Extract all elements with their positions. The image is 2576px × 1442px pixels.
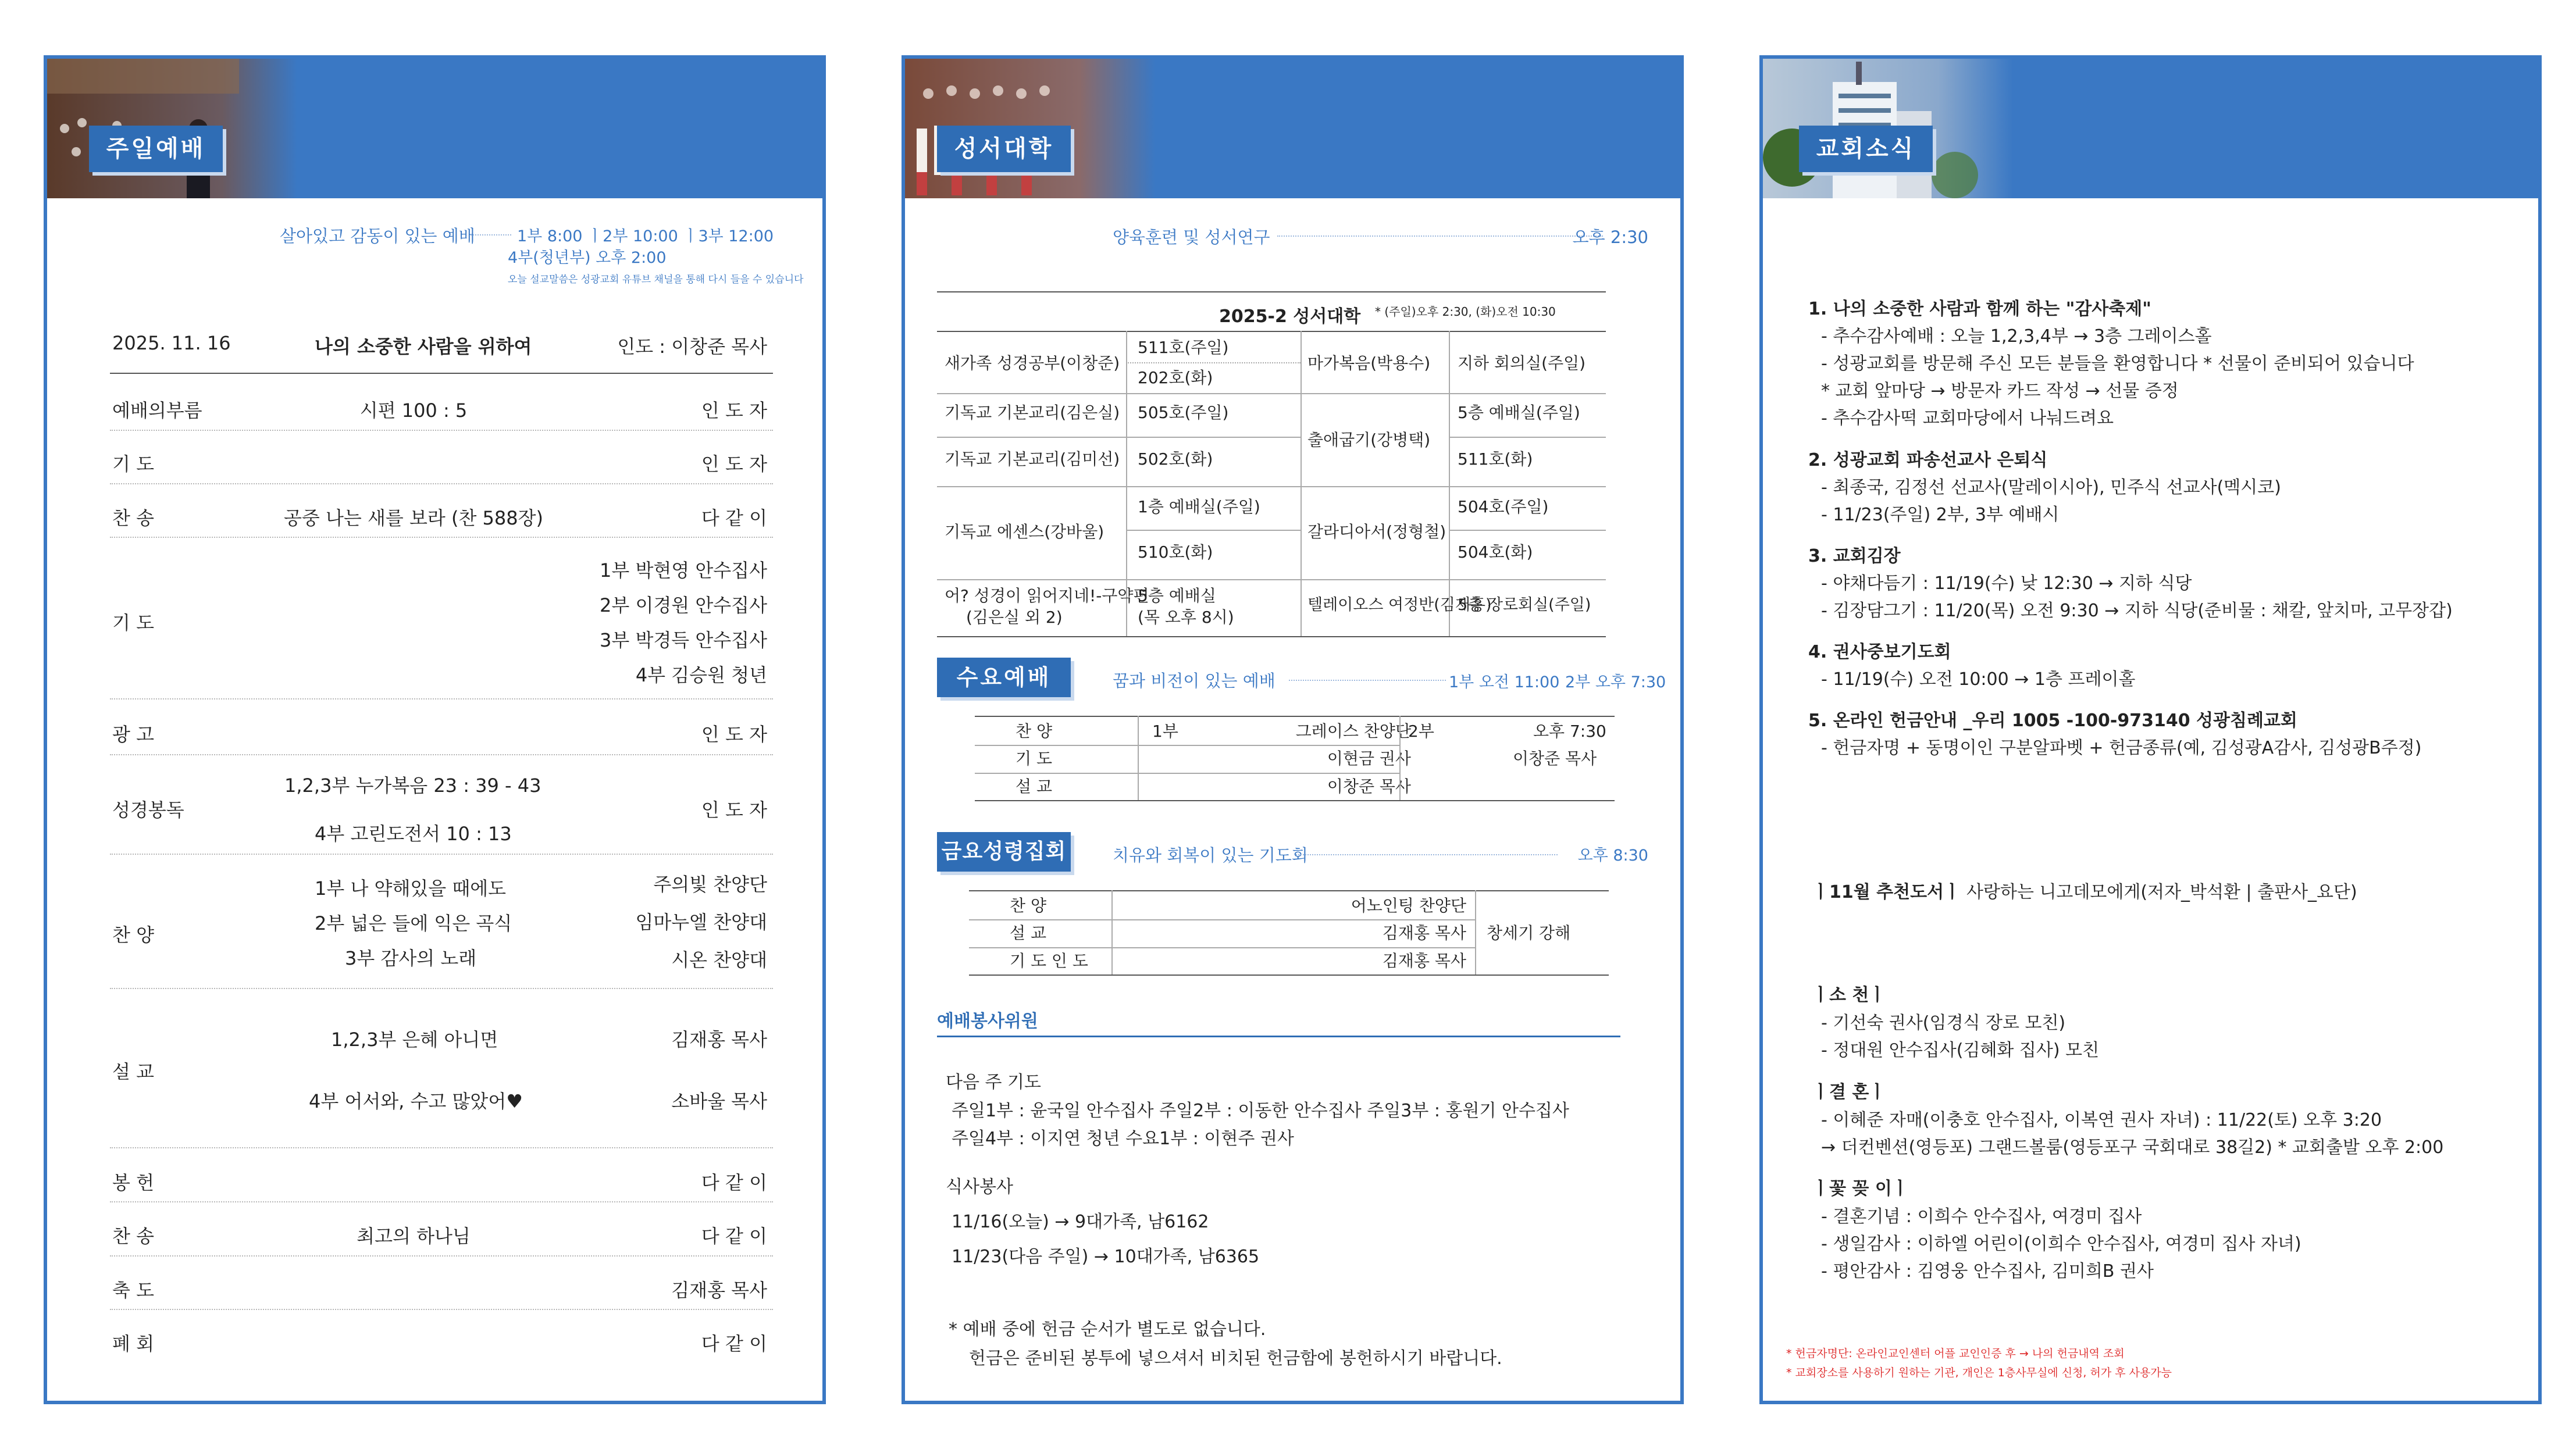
course-room: 511호(주일)	[1138, 338, 1229, 357]
prayer-3: 3부 박경득 안수집사	[600, 629, 767, 651]
wed-time: 오후 7:30	[1533, 722, 1606, 741]
news-5-title: 5. 온라인 헌금안내 _우리 1005 -100-973140 성광침례교회	[1808, 711, 2297, 731]
order-label: 설 교	[112, 1061, 154, 1083]
order-label: 폐 회	[112, 1333, 154, 1355]
wedding-item: → 더컨벤션(영등포) 그랜드볼룸(영등포구 국회대로 38길2) * 교회출발 오후 2:00	[1821, 1137, 2444, 1158]
course-room: (목 오후 8시)	[1138, 608, 1234, 627]
order-label: 예배의부름	[112, 399, 202, 422]
news-1-item: - 추수감사예배 : 오늘 1,2,3,4부 → 3층 그레이스홀	[1821, 326, 2212, 347]
order-label: 기 도	[112, 612, 154, 634]
reading-2: 4부 고린도전서 10 : 13	[315, 823, 512, 845]
preacher-1: 김재홍 목사	[671, 1029, 767, 1051]
reading-1: 1,2,3부 누가복음 23 : 39 - 43	[284, 774, 541, 797]
wed-person-2: 이창준 목사	[1513, 749, 1597, 768]
course-room: 511호(화)	[1458, 449, 1533, 469]
order-label: 축 도	[112, 1279, 154, 1301]
news-2-item: - 최종국, 김정선 선교사(말레이시아), 민주식 선교사(멕시코)	[1821, 477, 2281, 498]
prayer-4: 4부 김승원 청년	[635, 664, 767, 686]
order-content: 최고의 하나님	[357, 1225, 471, 1247]
course-name: 마가복음(박용수)	[1307, 354, 1431, 373]
choir-1: 주의빛 찬양단	[653, 873, 767, 895]
order-person: 다 같 이	[701, 1172, 767, 1194]
news-2-title: 2. 성광교회 파송선교사 은퇴식	[1808, 450, 2048, 470]
section-subtitle: 양육훈련 및 성서연구	[1113, 227, 1270, 247]
service-times: 1부 8:00 ㅣ2부 10:00 ㅣ3부 12:00	[517, 227, 774, 245]
order-person: 다 같 이	[701, 507, 767, 529]
course-room: 5층 예배실	[1138, 586, 1216, 605]
wed-time-1: 1부 오전 11:00	[1449, 673, 1560, 691]
sermon-1: 1,2,3부 은혜 아니면	[331, 1029, 498, 1051]
order-label: 봉 헌	[112, 1172, 154, 1194]
wedding-item: - 이혜준 자매(이충호 안수집사, 이복연 권사 자녀) : 11/22(토) 오후 3:20	[1821, 1110, 2382, 1130]
order-person: 인 도 자	[701, 399, 767, 422]
worship-date: 2025. 11. 16	[112, 332, 231, 354]
order-content: 시편 100 : 5	[359, 399, 468, 422]
fri-person: 어노인팅 찬양단	[1351, 896, 1466, 915]
course-teacher: (김은실 외 2)	[966, 608, 1063, 627]
course-name: 기독교 기본교리(김은실)	[945, 403, 1120, 422]
church-news-panel	[1759, 55, 2542, 1404]
fri-label: 기 도 인 도	[1010, 951, 1088, 970]
fri-person: 김재홍 목사	[1382, 923, 1466, 943]
course-name: 기독교 기본교리(김미선)	[945, 449, 1120, 469]
prayer-2: 2부 이경원 안수집사	[600, 594, 767, 616]
flower-item: - 평안감사 : 김영웅 안수집사, 김미희B 권사	[1821, 1261, 2154, 1282]
news-3-item: - 김장담그기 : 11/20(목) 오전 9:30 → 지하 식당(준비물 : 채칼, 앞치마, 고무장갑)	[1821, 601, 2453, 621]
worship-panel	[44, 55, 826, 1404]
next-prayer-line2: 주일4부 : 이지연 청년 수요1부 : 이현주 권사	[952, 1129, 1294, 1149]
wed-person: 그레이스 찬양단	[1295, 722, 1411, 741]
course-room: 1층 예배실(주일)	[1138, 497, 1260, 516]
flower-title: ㅣ꽃 꽂 이ㅣ	[1812, 1179, 1909, 1199]
praise-2: 2부 넓은 들에 익은 곡식	[315, 912, 512, 934]
book-label: ㅣ11월 추천도서ㅣ	[1812, 882, 1961, 902]
prayer-1: 1부 박현영 안수집사	[600, 559, 767, 581]
fri-label: 찬 양	[1010, 896, 1046, 915]
flower-item: - 생일감사 : 이하엘 어린이(이희수 안수집사, 여경미 집사 자녀)	[1821, 1234, 2301, 1254]
wedding-title: ㅣ결 혼ㅣ	[1812, 1082, 1886, 1102]
next-prayer-line1: 주일1부 : 윤국일 안수집사 주일2부 : 이동한 안수집사 주일3부 : 홍원기 안수집사	[952, 1101, 1569, 1121]
next-prayer-title: 다음 주 기도	[946, 1072, 1041, 1093]
bible-time: 오후 2:30	[1572, 227, 1648, 247]
course-name: 갈라디아서(정형철)	[1307, 522, 1446, 541]
fri-label: 설 교	[1010, 923, 1046, 943]
funeral-title: ㅣ소 천ㅣ	[1812, 985, 1886, 1005]
section-tab-sunday: 주일예배	[89, 126, 223, 172]
news-1-item: * 교회 앞마당 → 방문자 카드 작성 → 선물 증정	[1821, 381, 2179, 401]
committee-title: 예배봉사위원	[937, 1011, 1038, 1031]
course-room: 504호(주일)	[1458, 497, 1549, 516]
news-3-title: 3. 교회김장	[1808, 546, 1901, 566]
course-room: 510호(화)	[1138, 542, 1213, 562]
order-person: 다 같 이	[701, 1333, 767, 1355]
section-tab-bible: 성서대학	[937, 126, 1071, 172]
news-1-item: - 추수감사떡 교회마당에서 나눠드려요	[1821, 408, 2114, 429]
worship-theme: 나의 소중한 사람을 위하여	[315, 335, 532, 358]
meal-title: 식사봉사	[946, 1177, 1013, 1197]
meal-line2: 11/23(다음 주일) → 10대가족, 남6365	[952, 1247, 1260, 1267]
section-tab-wednesday: 수요예배	[937, 658, 1071, 697]
order-person: 김재홍 목사	[671, 1279, 767, 1301]
wed-time-2: 2부 오후 7:30	[1565, 673, 1666, 691]
section-subtitle: 살아있고 감동이 있는 예배	[280, 226, 475, 246]
order-label: 찬 송	[112, 507, 154, 529]
fri-person: 김재홍 목사	[1382, 951, 1466, 970]
flower-item: - 결혼기념 : 이희수 안수집사, 여경미 집사	[1821, 1207, 2142, 1227]
book-title: 사랑하는 니고데모에게(저자_박석환 | 출판사_요단)	[1966, 882, 2357, 902]
news-1-title: 1. 나의 소중한 사람과 함께 하는 "감사축제"	[1808, 299, 2151, 319]
choir-2: 임마누엘 찬양대	[635, 911, 767, 933]
youtube-note: 오늘 설교말씀은 성광교회 유튜브 채널을 통해 다시 들을 수 있습니다	[508, 274, 804, 285]
wed-label: 찬 양	[1016, 722, 1052, 741]
fri-series: 창세기 강해	[1487, 923, 1571, 943]
order-label: 성경봉독	[112, 799, 184, 821]
course-name: 새가족 성경공부(이창준)	[945, 354, 1120, 373]
course-name: 출애굽기(강병택)	[1307, 430, 1431, 449]
course-room: 502호(화)	[1138, 449, 1213, 469]
news-4-item: - 11/19(수) 오전 10:00 → 1층 프레이홀	[1821, 669, 2136, 690]
course-room: 5층 예배실(주일)	[1458, 403, 1580, 422]
offering-footnote: * 헌금자명단: 온라인교인센터 어플 교인인증 후 → 나의 헌금내역 조회	[1786, 1347, 2125, 1360]
section-tab-news: 교회소식	[1799, 126, 1933, 172]
course-room: 504호(화)	[1458, 542, 1533, 562]
order-person: 인 도 자	[701, 453, 767, 475]
bible-college-panel	[902, 55, 1684, 1404]
news-1-item: - 성광교회를 방문해 주신 모든 분들을 환영합니다 * 선물이 준비되어 있습니다	[1821, 354, 2414, 374]
order-label: 기 도	[112, 453, 154, 475]
order-label: 찬 송	[112, 1225, 154, 1247]
course-room: 202호(화)	[1138, 368, 1213, 387]
order-person: 인 도 자	[701, 799, 767, 821]
section-tab-friday: 금요성령집회	[937, 832, 1071, 872]
meal-line1: 11/16(오늘) → 9대가족, 남6162	[952, 1212, 1209, 1232]
choir-3: 시온 찬양대	[671, 949, 767, 971]
preacher-2: 소바울 목사	[671, 1090, 767, 1112]
table-note: * (주일)오후 2:30, (화)오전 10:30	[1375, 305, 1556, 319]
order-content: 공중 나는 새를 보라 (찬 588장)	[283, 507, 544, 529]
funeral-item: - 정대원 안수집사(김혜화 집사) 모친	[1821, 1040, 2100, 1061]
offering-note: * 예배 중에 헌금 순서가 별도로 없습니다.	[949, 1319, 1266, 1340]
news-3-item: - 야채다듬기 : 11/19(수) 낮 12:30 → 지하 식당	[1821, 573, 2192, 594]
course-room: 지하 회의실(주일)	[1458, 354, 1586, 373]
wed-part: 1부	[1152, 722, 1178, 741]
order-person: 다 같 이	[701, 1225, 767, 1247]
praise-3: 3부 감사의 노래	[345, 947, 477, 969]
course-name: 기독교 에센스(강바울)	[945, 522, 1104, 541]
wed-person: 이현금 권사	[1327, 749, 1411, 768]
news-4-title: 4. 권사중보기도회	[1808, 642, 1951, 662]
course-name: 어? 성경이 읽어지네!-구약편	[945, 586, 1149, 605]
funeral-item: - 기선숙 권사(임경식 장로 모친)	[1821, 1013, 2066, 1033]
sermon-2: 4부 어서와, 수고 많았어♥	[309, 1090, 523, 1112]
table-title: 2025-2 성서대학	[1219, 306, 1361, 327]
news-5-item: - 헌금자명 + 동명이인 구분알파벳 + 헌금종류(예, 김성광A감사, 김성광B주정)	[1821, 738, 2422, 758]
order-label: 찬 양	[112, 924, 154, 946]
room-footnote: * 교회장소를 사용하기 원하는 기관, 개인은 1층사무실에 신청, 허가 후 사용가능	[1786, 1366, 2172, 1379]
order-label: 광 고	[112, 723, 154, 745]
wed-label: 기 도	[1016, 749, 1052, 768]
worship-leader: 인도 : 이창준 목사	[617, 335, 767, 358]
fri-time: 오후 8:30	[1577, 847, 1648, 865]
wed-person: 이창준 목사	[1327, 777, 1411, 796]
section-subtitle: 치유와 회복이 있는 기도회	[1113, 845, 1308, 865]
news-2-item: - 11/23(주일) 2부, 3부 예배시	[1821, 505, 2060, 525]
course-room: 505호(주일)	[1138, 403, 1229, 422]
wed-label: 설 교	[1016, 777, 1052, 796]
section-subtitle: 꿈과 비전이 있는 예배	[1113, 671, 1275, 691]
order-person: 인 도 자	[701, 723, 767, 745]
course-name: 텔레이오스 여정반(김재홍)	[1307, 596, 1492, 614]
wed-part: 2부	[1408, 722, 1434, 741]
praise-1: 1부 나 약해있을 때에도	[315, 877, 507, 900]
offering-note-2: 헌금은 준비된 봉투에 넣으셔서 비치된 헌금함에 봉헌하시기 바랍니다.	[969, 1348, 1502, 1369]
service-times-youth: 4부(청년부) 오후 2:00	[508, 249, 667, 267]
course-room: 5층 장로회실(주일)	[1458, 596, 1591, 614]
